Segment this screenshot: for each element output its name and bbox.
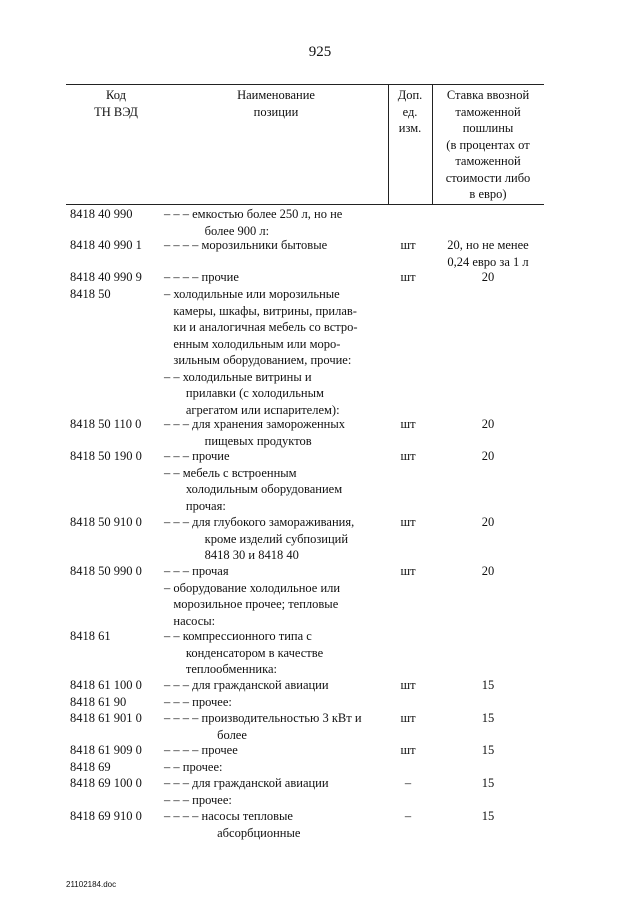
row-rate-line: 0,24 евро за 1 л bbox=[447, 254, 529, 269]
row-code: 8418 61 909 0 bbox=[70, 743, 142, 757]
row-rate bbox=[432, 677, 544, 694]
header-code-line: ТН ВЭД bbox=[94, 104, 138, 119]
row-unit: шт bbox=[400, 564, 416, 578]
row-name-line: – – – для глубокого замораживания, bbox=[164, 515, 355, 529]
row-unit: шт bbox=[400, 238, 416, 252]
row-name bbox=[164, 514, 396, 564]
header-unit-line: Доп. bbox=[397, 88, 423, 102]
row-rate bbox=[432, 775, 544, 792]
row-name-line: – оборудование холодильное или bbox=[164, 580, 341, 595]
row-unit: шт bbox=[400, 270, 416, 284]
row-name-line: енным холодильным или моро- bbox=[164, 336, 341, 351]
row-name-line: – – – – производительностью 3 кВт и bbox=[164, 711, 362, 725]
row-name-line: – – – прочие bbox=[164, 449, 230, 463]
row-unit: – bbox=[404, 809, 412, 823]
row-rate bbox=[432, 808, 544, 825]
row-unit: шт bbox=[400, 449, 416, 463]
header-name-line: Наименование bbox=[237, 88, 315, 102]
row-code: 8418 40 990 bbox=[70, 207, 133, 221]
row-name-line: конденсатором в качестве bbox=[164, 645, 324, 660]
row-name-line: – – – для гражданской авиации bbox=[164, 776, 329, 790]
row-rate bbox=[432, 448, 544, 465]
row-code: 8418 40 990 9 bbox=[70, 270, 142, 284]
header-unit bbox=[388, 87, 432, 137]
row-unit: шт bbox=[400, 743, 416, 757]
row-rate bbox=[432, 416, 544, 433]
header-unit-line: изм. bbox=[398, 121, 422, 135]
row-name bbox=[164, 286, 396, 418]
table-header-rule bbox=[66, 204, 544, 205]
row-rate-line: 15 bbox=[481, 711, 495, 725]
row-code: 8418 61 90 bbox=[70, 695, 127, 709]
row-name bbox=[164, 742, 396, 759]
row-name-line: пищевых продуктов bbox=[164, 433, 312, 448]
header-name-line: позиции bbox=[253, 104, 299, 119]
row-name bbox=[164, 710, 396, 743]
row-rate bbox=[432, 514, 544, 531]
row-rate-line: 20 bbox=[481, 515, 495, 529]
header-rate-line: таможенной bbox=[455, 154, 521, 168]
row-unit: шт bbox=[400, 515, 416, 529]
row-name bbox=[164, 237, 396, 254]
row-name-line: – – компрессионного типа с bbox=[164, 629, 312, 643]
row-rate-line: 15 bbox=[481, 678, 495, 692]
row-name-line: – – – емкостью более 250 л, но не bbox=[164, 207, 343, 221]
row-name-line: зильным оборудованием, прочие: bbox=[164, 353, 352, 367]
row-name bbox=[164, 759, 396, 776]
row-name-line: – – – – насосы тепловые bbox=[164, 809, 293, 823]
row-name bbox=[164, 206, 396, 239]
row-name-line: – – – – прочее bbox=[164, 743, 238, 757]
row-name-line: более bbox=[164, 727, 247, 742]
row-code: 8418 61 901 0 bbox=[70, 711, 142, 725]
row-code: 8418 40 990 1 bbox=[70, 238, 142, 252]
row-rate-line: 15 bbox=[481, 743, 495, 757]
row-name-line: холодильным оборудованием bbox=[164, 482, 343, 496]
row-name-line: 8418 30 и 8418 40 bbox=[164, 548, 299, 562]
row-name-line: – – – прочая bbox=[164, 564, 229, 578]
row-code: 8418 50 110 0 bbox=[70, 417, 142, 431]
row-name-line: – – прочее: bbox=[164, 760, 223, 774]
row-unit: шт bbox=[400, 711, 416, 725]
row-name bbox=[164, 416, 396, 449]
row-name-line: – – – – морозильники бытовые bbox=[164, 238, 328, 252]
row-name-line: – – – для хранения замороженных bbox=[164, 417, 346, 431]
header-rate-line: стоимости либо bbox=[445, 170, 531, 185]
row-unit: шт bbox=[400, 417, 416, 431]
row-name bbox=[164, 563, 396, 629]
row-name-line: прочая: bbox=[164, 498, 226, 513]
row-name-line: – – – прочее: bbox=[164, 793, 232, 807]
header-rate-line: в евро) bbox=[469, 187, 507, 201]
row-rate-line: 20 bbox=[481, 449, 495, 463]
row-name-line: – – – прочее: bbox=[164, 695, 232, 709]
row-name bbox=[164, 808, 396, 841]
row-code: 8418 50 bbox=[70, 287, 111, 301]
row-name-line: насосы: bbox=[164, 613, 216, 628]
row-code: 8418 69 910 0 bbox=[70, 809, 142, 823]
row-name bbox=[164, 775, 396, 792]
header-rate-line: Ставка ввозной bbox=[446, 88, 530, 102]
row-name bbox=[164, 448, 396, 514]
row-code: 8418 69 100 0 bbox=[70, 776, 142, 790]
row-rate-line: 15 bbox=[481, 809, 495, 823]
table-top-rule bbox=[66, 84, 544, 85]
header-rate bbox=[432, 87, 544, 203]
page-number: 925 bbox=[308, 44, 332, 60]
row-name-line: более 900 л: bbox=[164, 223, 270, 238]
row-rate bbox=[432, 563, 544, 580]
header-code-line: Код bbox=[106, 88, 126, 102]
header-rate-line: (в процентах от bbox=[446, 137, 530, 152]
row-unit: – bbox=[404, 776, 412, 790]
row-name-line: агрегатом или испарителем): bbox=[164, 402, 340, 417]
row-name-line: – – – – прочие bbox=[164, 270, 239, 284]
row-code: 8418 69 bbox=[70, 760, 111, 774]
row-name-line: ки и аналогичная мебель со встро- bbox=[164, 320, 358, 334]
row-code: 8418 61 bbox=[70, 629, 111, 643]
row-rate bbox=[432, 237, 544, 270]
row-name-line: морозильное прочее; тепловые bbox=[164, 597, 339, 611]
row-name-line: камеры, шкафы, витрины, прилав- bbox=[164, 303, 357, 318]
row-name bbox=[164, 694, 396, 711]
row-name-line: кроме изделий субпозиций bbox=[164, 531, 349, 546]
row-code: 8418 61 100 0 bbox=[70, 678, 142, 692]
row-name-line: – – холодильные витрины и bbox=[164, 369, 312, 384]
header-code bbox=[66, 87, 166, 120]
row-rate bbox=[432, 710, 544, 727]
row-name bbox=[164, 677, 396, 694]
row-rate-line: 20 bbox=[481, 417, 495, 431]
row-name-line: теплообменника: bbox=[164, 662, 277, 676]
row-rate-line: 20 bbox=[481, 564, 495, 578]
row-name-line: – холодильные или морозильные bbox=[164, 287, 340, 301]
row-name bbox=[164, 269, 396, 286]
row-name-line: абсорбционные bbox=[164, 825, 301, 840]
row-name-line: – – мебель с встроенным bbox=[164, 465, 297, 480]
row-rate bbox=[432, 742, 544, 759]
row-rate-line: 15 bbox=[481, 776, 495, 790]
row-name-line: прилавки (с холодильным bbox=[164, 386, 324, 400]
header-rate-line: таможенной bbox=[455, 104, 521, 119]
row-code: 8418 50 910 0 bbox=[70, 515, 142, 529]
row-rate-line: 20, но не менее bbox=[447, 238, 529, 252]
header-unit-line: ед. bbox=[402, 104, 418, 119]
row-rate-line: 20 bbox=[481, 270, 495, 284]
row-name-line: – – – для гражданской авиации bbox=[164, 678, 329, 692]
row-code: 8418 50 990 0 bbox=[70, 564, 142, 578]
row-rate bbox=[432, 269, 544, 286]
row-name bbox=[164, 792, 396, 809]
row-unit: шт bbox=[400, 678, 416, 692]
row-code: 8418 50 190 0 bbox=[70, 449, 142, 463]
footer-filename: 21102184.doc bbox=[66, 880, 117, 889]
row-name bbox=[164, 628, 396, 678]
header-name bbox=[164, 87, 388, 120]
header-rate-line: пошлины bbox=[462, 121, 514, 135]
